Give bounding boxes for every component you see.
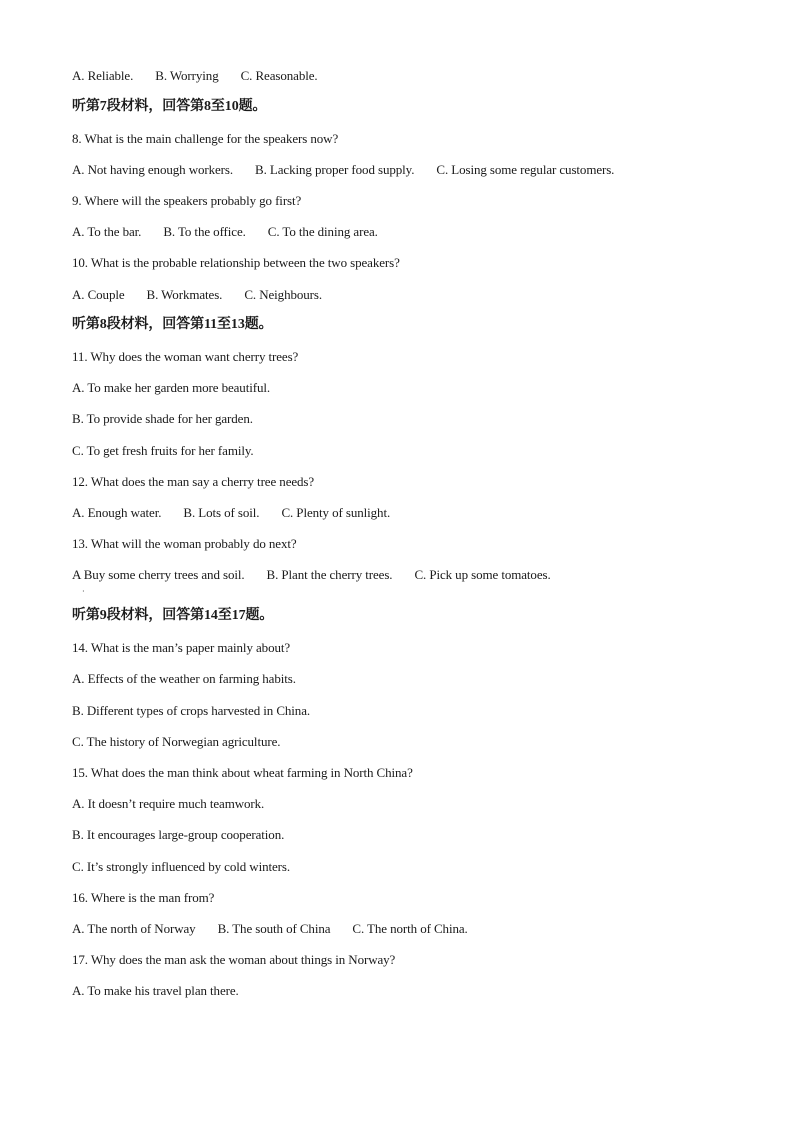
q17-option-a: A. To make his travel plan there. [72,983,239,998]
q8-options [72,162,614,178]
q16-options [72,921,468,937]
q12-option-a: A. Enough water. [72,505,162,520]
q12-stem: 12. What does the man say a cherry tree needs? [72,474,315,489]
q13-stem: 13. What will the woman probably do next? [72,536,297,551]
section-8-heading: 听第8段材料，回答第11至13题。 [72,317,273,332]
q9-option-a: A. To the bar. [72,224,142,239]
q12-option-b: B. Lots of soil. [183,505,260,520]
q15-option-c: C. It’s strongly influenced by cold winters. [72,859,291,874]
q16-stem: 16. Where is the man from? [72,890,215,905]
q11-option-a: A. To make her garden more beautiful. [72,380,271,395]
q15-option-a: A. It doesn’t require much teamwork. [72,796,265,811]
q15-option-b: B. It encourages large-group cooperation. [72,827,285,842]
q7-option-b: B. Worrying [155,68,219,83]
q14-stem: 14. What is the man’s paper mainly about? [72,640,291,655]
q8-option-a: A. Not having enough workers. [72,162,234,177]
q7-option-a: A. Reliable. [72,68,134,83]
q7-options [72,68,318,84]
q9-options [72,224,378,240]
q13-option-c: C. Pick up some tomatoes. [414,567,551,582]
q8-option-b: B. Lacking proper food supply. [255,162,415,177]
q14-option-b: B. Different types of crops harvested in China. [72,703,311,718]
q11-option-b: B. To provide shade for her garden. [72,411,253,426]
q11-stem: 11. Why does the woman want cherry trees? [72,349,299,364]
q13-option-b: B. Plant the cherry trees. [266,567,393,582]
q11-option-c: C. To get fresh fruits for her family. [72,443,254,458]
q10-option-c: C. Neighbours. [244,287,323,302]
stray-mark: · [82,587,85,596]
q8-stem: 8. What is the main challenge for the speakers now? [72,131,339,146]
section-7-heading: 听第7段材料，回答第8至10题。 [72,99,267,114]
q15-stem: 15. What does the man think about wheat farming in North China? [72,765,413,780]
q10-option-a: A. Couple [72,287,125,302]
q9-option-c: C. To the dining area. [267,224,378,239]
q9-option-b: B. To the office. [163,224,246,239]
q9-stem: 9. Where will the speakers probably go first? [72,193,302,208]
q16-option-a: A. The north of Norway [72,921,196,936]
q14-option-c: C. The history of Norwegian agriculture. [72,734,281,749]
q10-stem: 10. What is the probable relationship between the two speakers? [72,255,400,270]
q10-option-b: B. Workmates. [146,287,223,302]
q7-option-c: C. Reasonable. [240,68,318,83]
q16-option-c: C. The north of China. [352,921,468,936]
q12-option-c: C. Plenty of sunlight. [281,505,391,520]
q17-stem: 17. Why does the man ask the woman about things in Norway? [72,952,396,967]
section-9-heading: 听第9段材料，回答第14至17题。 [72,608,274,623]
q16-option-b: B. The south of China [217,921,331,936]
q12-options [72,505,390,521]
q10-options [72,287,322,303]
q13-options [72,567,551,583]
q8-option-c: C. Losing some regular customers. [436,162,615,177]
q14-option-a: A. Effects of the weather on farming habits. [72,671,296,686]
q13-option-a: A Buy some cherry trees and soil. [72,567,245,582]
